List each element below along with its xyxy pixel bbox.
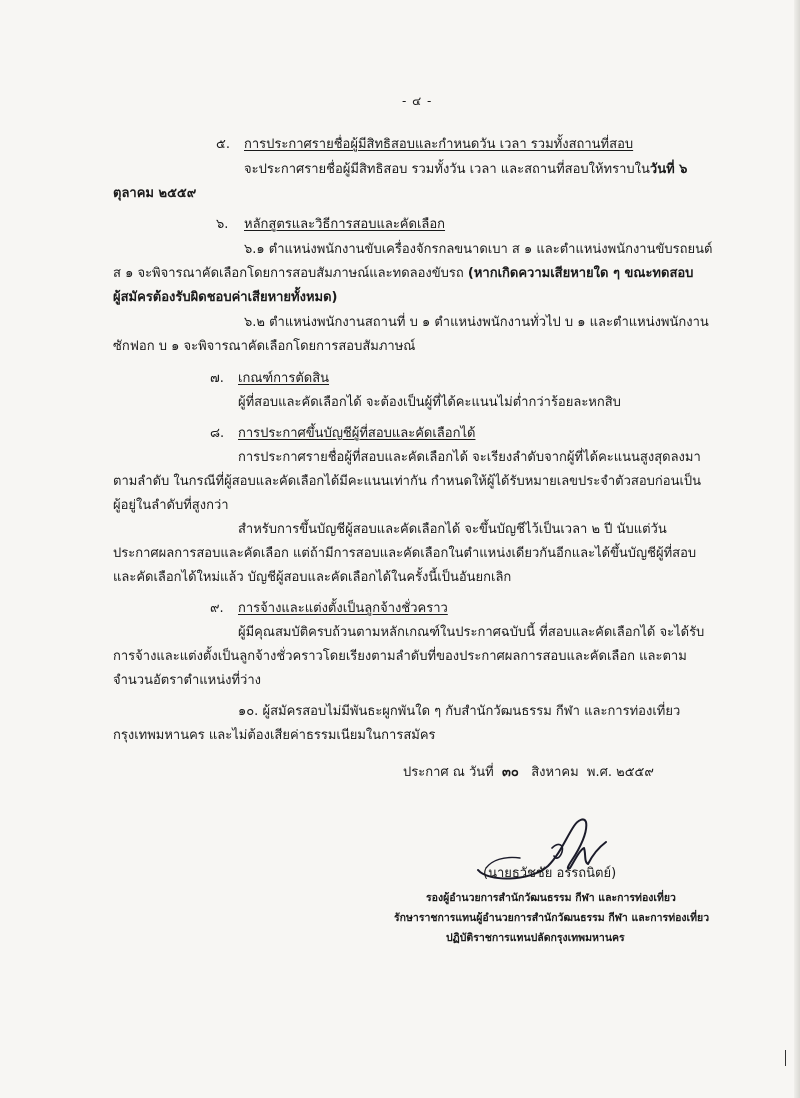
section-9-heading: การจ้างและแต่งตั้งเป็นลูกจ้างชั่วคราว [238,601,448,616]
scan-edge-mark [785,1050,786,1066]
section-6-1-line3: ผู้สมัครต้องรับผิดชอบค่าเสียหายทั้งหมด) [113,290,338,305]
announce-date [403,765,654,781]
section-6-1-line1: ๖.๑ ตำแหน่งพนักงานขับเครื่องจักรกลขนาดเบา ส ๑ และตำแหน่งพนักงานขับรถยนต์ [244,242,713,257]
section-9-number: ๙. [210,601,224,616]
announce-day: ๓๐ [502,765,519,780]
section-5-number: ๕. [216,137,230,152]
section-6-number: ๖. [216,217,229,232]
section-5-date-cont: ตุลาคม ๒๕๕๙ [113,186,197,201]
page-number: - ๔ - [402,94,433,108]
signatory-title-1: รองผู้อำนวยการสำนักวัฒนธรรม กีฬา และการท่องเที่ยว [426,892,676,904]
section-6-2-line2: ซักฟอก บ ๑ จะพิจารณาคัดเลือกโดยการสอบสัมภาษณ์ [113,339,416,354]
section-8-number: ๘. [210,426,225,441]
signatory-title-3: ปฏิบัติราชการแทนปลัดกรุงเทพมหานคร [446,932,625,944]
section-5-text: จะประกาศรายชื่อผู้มีสิทธิสอบ รวมทั้งวัน เวลา และสถานที่สอบให้ทราบใน [244,162,650,177]
section-9-line3: จำนวนอัตราตำแหน่งที่ว่าง [113,673,261,688]
section-5-date-bold: วันที่ ๖ [649,162,688,177]
section-6-heading: หลักสูตรและวิธีการสอบและคัดเลือก [244,217,446,232]
section-6-2-line1: ๖.๒ ตำแหน่งพนักงานสถานที่ บ ๑ ตำแหน่งพนักงานทั่วไป บ ๑ และตำแหน่งพนักงาน [244,315,709,330]
page-edge [794,0,800,1098]
section-7-heading: เกณฑ์การตัดสิน [238,371,330,386]
section-10-line2: กรุงเทพมหานคร และไม่ต้องเสียค่าธรรมเนียมในการสมัคร [113,728,436,743]
section-8-p2-line2: ประกาศผลการสอบและคัดเลือก แต่ถ้ามีการสอบและคัดเลือกในตำแหน่งเดียวกันอีกและได้ขึ้นบัญชีผู้ที่สอบ [113,546,697,561]
announce-year: พ.ศ. ๒๕๕๙ [586,765,654,780]
announce-prefix: ประกาศ ณ วันที่ [403,765,494,780]
section-6-1-text: ส ๑ จะพิจารณาคัดเลือกโดยการสอบสัมภาษณ์และทดลองขับรถ [113,266,468,281]
section-8-p2-line3: และคัดเลือกได้ใหม่แล้ว บัญชีผู้สอบและคัดเลือกได้ในครั้งนี้เป็นอันยกเลิก [113,570,512,585]
section-8-p1-line2: ตามลำดับ ในกรณีที่ผู้สอบและคัดเลือกได้มีคะแนนเท่ากัน กำหนดให้ผู้ได้รับหมายเลขประจำตัวสอบก่อนเป็น [113,474,702,489]
section-6-1-line2 [113,266,693,282]
signatory-title-2: รักษาราชการแทนผู้อำนวยการสำนักวัฒนธรรม กีฬา และการท่องเที่ยว [394,912,710,924]
section-8-p2-line1: สำหรับการขึ้นบัญชีผู้สอบและคัดเลือกได้ จะขึ้นบัญชีไว้เป็นเวลา ๒ ปี นับแต่วัน [238,522,667,537]
section-8-heading: การประกาศขึ้นบัญชีผู้ที่สอบและคัดเลือกได้ [238,426,476,441]
section-5-line [244,162,687,178]
section-8-p1-line3: ผู้อยู่ในลำดับที่สูงกว่า [113,498,229,513]
signatory-name: (นายธวัชชัย อรรถนิตย์) [483,866,617,881]
section-5-heading: การประกาศรายชื่อผู้มีสิทธิสอบและกำหนดวัน เวลา รวมทั้งสถานที่สอบ [244,137,634,152]
section-10-line1: ๑๐. ผู้สมัครสอบไม่มีพันธะผูกพันใด ๆ กับสำนักวัฒนธรรม กีฬา และการท่องเที่ยว [238,704,681,719]
section-6-1-bold: (หากเกิดความเสียหายใด ๆ ขณะทดสอบ [467,266,694,281]
section-7-number: ๗. [210,371,224,386]
announce-month: สิงหาคม [531,765,579,780]
section-9-line1: ผู้มีคุณสมบัติครบถ้วนตามหลักเกณฑ์ในประกาศฉบับนี้ ที่สอบและคัดเลือกได้ จะได้รับ [238,625,705,640]
section-7-line1: ผู้ที่สอบและคัดเลือกได้ จะต้องเป็นผู้ที่ได้คะแนนไม่ต่ำกว่าร้อยละหกสิบ [238,395,621,410]
section-9-line2: การจ้างและแต่งตั้งเป็นลูกจ้างชั่วคราวโดยเรียงตามลำดับที่ของประกาศผลการสอบและคัดเลือก และตาม [113,649,687,664]
section-8-p1-line1: การประกาศรายชื่อผู้ที่สอบและคัดเลือกได้ จะเรียงลำดับจากผู้ที่ได้คะแนนสูงสุดลงมา [238,450,701,465]
